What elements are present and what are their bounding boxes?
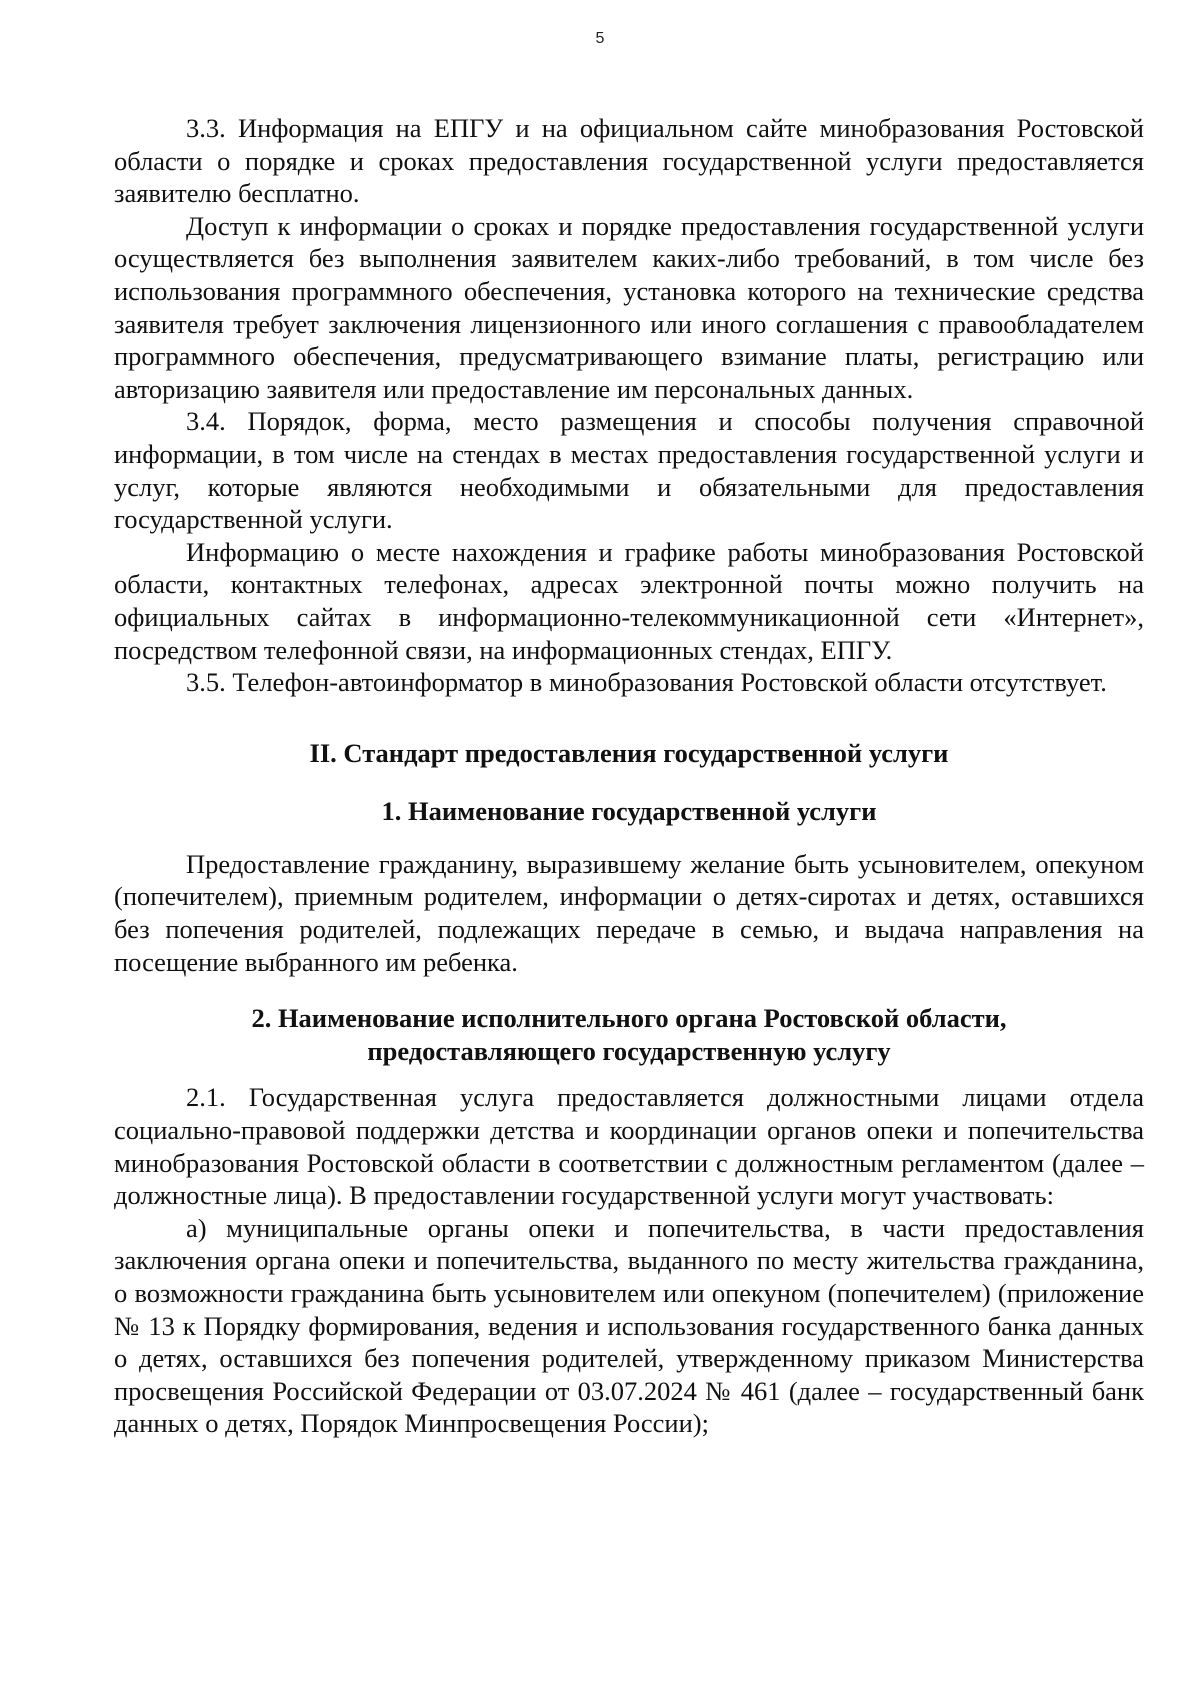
paragraph-item-a: а) муниципальные органы опеки и попечительства, в части предоставления заключения органа опеки и попечительства, выданного по месту жительства гражданина, о возможности гражданина быть усыновителем или опекуном (попечителем) (приложение № 13 к Порядку формирования, ведения и использования государственного банка данных о детях, оставшихся без попечения родителей, утвержденному приказом Министерства просвещения Российской Федерации от 03.07.2024 № 461 (далее – государственный банк данных о детях, Порядок Минпросвещения России); bbox=[114, 1212, 1144, 1439]
paragraph-location-info: Информацию о месте нахождения и графике работы минобразования Ростовской области, контактных телефонах, адресах электронной почты можно получить на официальных сайтах в информационно-телекоммуникационной сети «Интернет», посредством телефонной связи, на информационных стендах, ЕПГУ. bbox=[114, 536, 1144, 665]
paragraph-3-3: 3.3. Информация на ЕПГУ и на официальном сайте минобразования Ростовской области о порядке и сроках предоставления государственной услуги предоставляется заявителю бесплатно. bbox=[114, 113, 1144, 209]
paragraph-2-1: 2.1. Государственная услуга предоставляется должностными лицами отдела социально-правовой поддержки детства и координации органов опеки и попечительства минобразования Ростовской области в соответствии с должностным регламентом (далее – должностные лица). В предоставлении государственной услуги могут участвовать: bbox=[114, 1082, 1144, 1211]
paragraph-access-info: Доступ к информации о сроках и порядке предоставления государственной услуги осуществляется без выполнения заявителем каких-либо требований, в том числе без использования программного обеспечения, установка которого на технические средства заявителя требует заключения лицензионного или иного соглашения с правообладателем программного обеспечения, предусматривающего взимание платы, регистрацию или авторизацию заявителя или предоставление им персональных данных. bbox=[114, 210, 1144, 404]
subheading-service-name: 1. Наименование государственной услуги bbox=[381, 796, 877, 827]
document-body bbox=[114, 112, 1144, 1440]
paragraph-3-4: 3.4. Порядок, форма, место размещения и способы получения справочной информации, в том числе на стендах в местах предоставления государственной услуги и услуг, которые являются необходимыми и обязательными для предоставления государственной услуги. bbox=[114, 406, 1144, 535]
paragraph-3-5: 3.5. Телефон-автоинформатор в минобразования Ростовской области отсутствует. bbox=[186, 667, 1107, 698]
subheading-line-2: предоставляющего государственную услугу bbox=[367, 1035, 891, 1066]
subheading-line-1: 2. Наименование исполнительного органа Ростовской области, bbox=[251, 1003, 1007, 1034]
section-heading-ii: II. Стандарт предоставления государственной услуги bbox=[309, 737, 949, 768]
paragraph-service-description: Предоставление гражданину, выразившему желание быть усыновителем, опекуном (попечителем), приемным родителем, информации о детях-сиротах и детях, оставшихся без попечения родителей, подлежащих передаче в семью, и выдача направления на посещение выбранного им ребенка. bbox=[114, 848, 1144, 977]
subheading-executive-body bbox=[114, 1002, 1144, 1067]
page-number: 5 bbox=[595, 30, 605, 47]
